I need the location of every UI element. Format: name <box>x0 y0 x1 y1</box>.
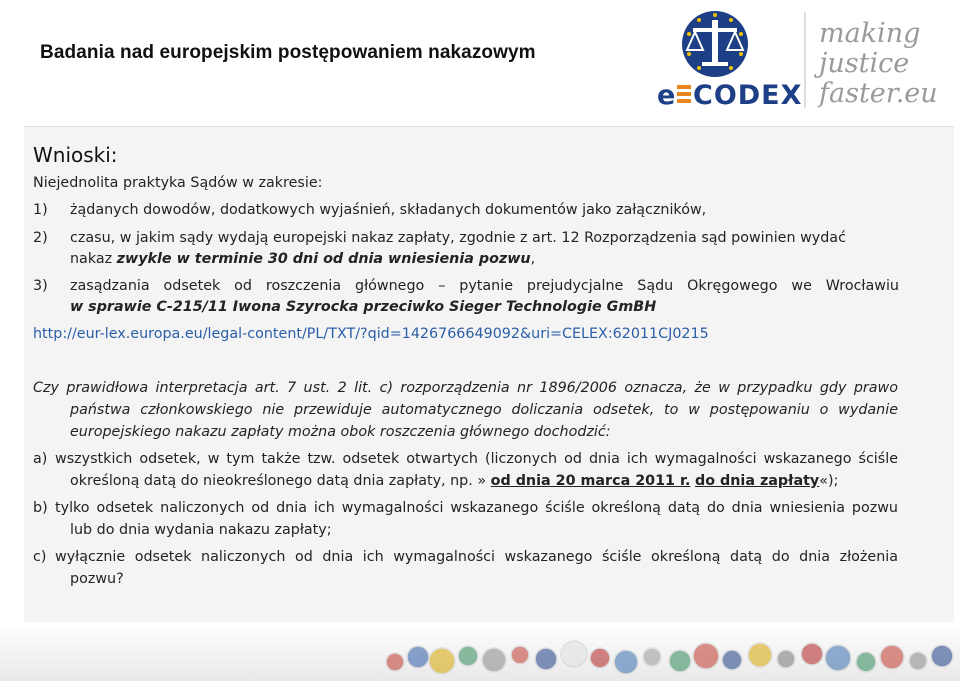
ecodex-logo <box>655 6 955 112</box>
answer-a-line-1: wszystkich odsetek, w tym także tzw. odsetek otwartych (liczonych od dnia ich wymagalności wskazanego ściśle <box>55 451 898 467</box>
flag-badge-icon <box>458 646 478 666</box>
footer-flags-decoration <box>0 622 960 681</box>
flag-badge-icon <box>535 648 557 670</box>
flag-badge-icon <box>856 652 876 672</box>
flag-badge-icon <box>931 645 953 667</box>
flag-badge-icon <box>801 643 823 665</box>
answer-a-label: a) <box>33 451 48 467</box>
flag-badge-icon <box>748 643 772 667</box>
eur-lex-link[interactable]: http://eur-lex.europa.eu/legal-content/PL/TXT/?qid=1426766649092&uri=CELEX:62011CJ0215 <box>33 326 709 342</box>
flag-badge-icon <box>590 648 610 668</box>
flag-badge-icon <box>407 646 429 668</box>
answer-b-label: b) <box>33 500 48 516</box>
flag-badge-icon <box>429 648 455 674</box>
flag-badge-icon <box>482 648 506 672</box>
answer-b-line-2: lub do dnia wydania nakazu zapłaty; <box>70 522 332 538</box>
answer-c-label: c) <box>33 549 47 565</box>
tagline-line-3: faster.eu <box>819 78 938 109</box>
item-1-number: 1) <box>33 202 48 218</box>
flag-badge-icon <box>614 650 638 674</box>
answer-c-line-1: wyłącznie odsetek naliczonych od dnia ich wymagalności wskazanego ściśle określoną datą do dnia złożenia <box>55 549 898 565</box>
answer-b-line-1: tylko odsetek naliczonych od dnia ich wymagalności wskazanego ściśle określoną datą do dnia wniesienia pozwu <box>55 500 898 516</box>
item-2-line-1: czasu, w jakim sądy wydają europejski nakaz zapłaty, zgodnie z art. 12 Rozporządzenia sąd powinien wydać <box>70 230 846 246</box>
item-3-line-1: zasądzania odsetek od roszczenia głównego – pytanie prejudycjalne Sądu Okręgowego we Wrocławiu <box>70 278 899 294</box>
item-3-number: 3) <box>33 278 48 294</box>
flag-badge-icon <box>880 645 904 669</box>
flag-badge-icon <box>643 648 661 666</box>
flag-badge-icon <box>825 645 851 671</box>
item-2-line-2: nakaz zwykle w terminie 30 dni od dnia wniesienia pozwu, <box>70 251 536 267</box>
item-3-line-2: w sprawie C-215/11 Iwona Szyrocka przeciwko Sieger Technologie GmBH <box>70 299 657 315</box>
question-line-1: Czy prawidłowa interpretacja art. 7 ust. 2 lit. c) rozporządzenia nr 1896/2006 oznacza, że w przypadku gdy prawo <box>33 380 898 396</box>
flag-badge-icon <box>511 646 529 664</box>
answer-a-line-2: określoną datą do nieokreślonego datą dnia zapłaty, np. » od dnia 20 marca 2011 r. do dnia zapłaty«); <box>70 473 839 489</box>
page-title: Badania nad europejskim postępowaniem nakazowym <box>40 42 536 63</box>
justice-scales-icon <box>655 6 955 112</box>
tagline-line-2: justice <box>819 48 910 79</box>
intro-text: Niejednolita praktyka Sądów w zakresie: <box>33 175 323 191</box>
item-2-number: 2) <box>33 230 48 246</box>
flag-badge-icon <box>777 650 795 668</box>
flag-badge-icon <box>386 653 404 671</box>
item-1-text: żądanych dowodów, dodatkowych wyjaśnień, składanych dokumentów jako załączników, <box>70 202 707 218</box>
flag-badge-icon <box>561 641 587 667</box>
flag-badge-icon <box>909 652 927 670</box>
answer-c-line-2: pozwu? <box>70 571 124 587</box>
svg-text:e: e <box>657 80 677 111</box>
flag-badge-icon <box>722 650 742 670</box>
section-heading: Wnioski: <box>33 143 118 167</box>
flag-badge-icon <box>669 650 691 672</box>
flag-badge-icon <box>693 643 719 669</box>
svg-text:CODEX: CODEX <box>693 80 803 111</box>
question-line-3: europejskiego nakazu zapłaty można obok roszczenia głównego dochodzić: <box>70 424 611 440</box>
question-line-2: państwa członkowskiego nie przewiduje automatycznego doliczania odsetek, to w postępowaniu o wydanie <box>70 402 898 418</box>
tagline-line-1: making <box>819 18 921 49</box>
